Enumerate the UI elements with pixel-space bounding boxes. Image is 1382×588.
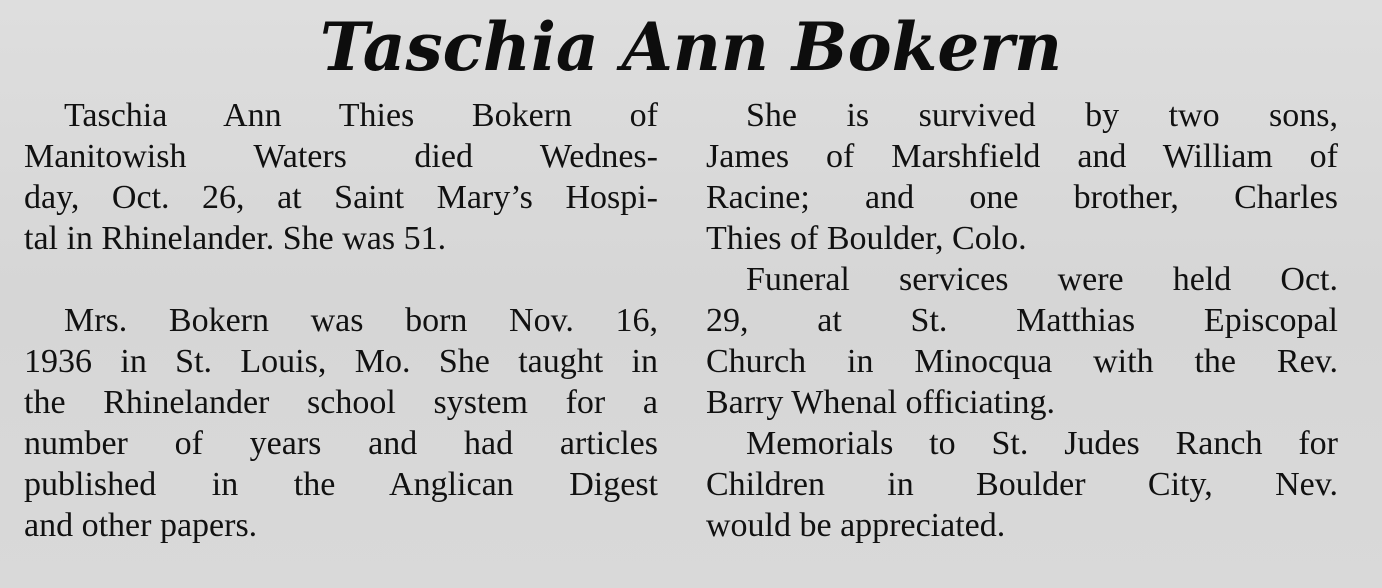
right-column (706, 95, 1338, 546)
paragraph-funeral-services (706, 259, 1338, 423)
text-line: number of years and had articles (24, 425, 658, 462)
text-line: Memorials to St. Judes Ranch for (746, 425, 1338, 462)
text-line: Manitowish Waters died Wednes- (24, 138, 658, 175)
text-line: Racine; and one brother, Charles (706, 179, 1338, 216)
paragraph-memorials (706, 423, 1338, 546)
text-line: 29, at St. Matthias Episcopal (706, 302, 1338, 339)
text-line: She is survived by two sons, (746, 97, 1338, 134)
text-line: Thies of Boulder, Colo. (706, 220, 1027, 257)
text-line: 1936 in St. Louis, Mo. She taught in (24, 343, 658, 380)
text-line: would be appreciated. (706, 507, 1006, 544)
text-line: Church in Minocqua with the Rev. (706, 343, 1338, 380)
paragraph-biography (24, 300, 658, 546)
obituary-headline: Taschia Ann Bokern (319, 8, 1063, 86)
text-line: tal in Rhinelander. She was 51. (24, 220, 447, 257)
text-line: Taschia Ann Thies Bokern of (64, 97, 658, 134)
text-line: Children in Boulder City, Nev. (706, 466, 1338, 503)
text-line: James of Marshfield and William of (706, 138, 1338, 175)
paragraph-death-notice (24, 95, 658, 259)
paragraph-survivors (706, 95, 1338, 259)
left-column (24, 95, 658, 546)
text-line: and other papers. (24, 507, 258, 544)
text-line: day, Oct. 26, at Saint Mary’s Hospi- (24, 179, 658, 216)
text-line: Barry Whenal officiating. (706, 384, 1056, 421)
text-line: Mrs. Bokern was born Nov. 16, (64, 302, 658, 339)
text-line: the Rhinelander school system for a (24, 384, 658, 421)
text-line: Funeral services were held Oct. (746, 261, 1338, 298)
text-line: published in the Anglican Digest (24, 466, 658, 503)
